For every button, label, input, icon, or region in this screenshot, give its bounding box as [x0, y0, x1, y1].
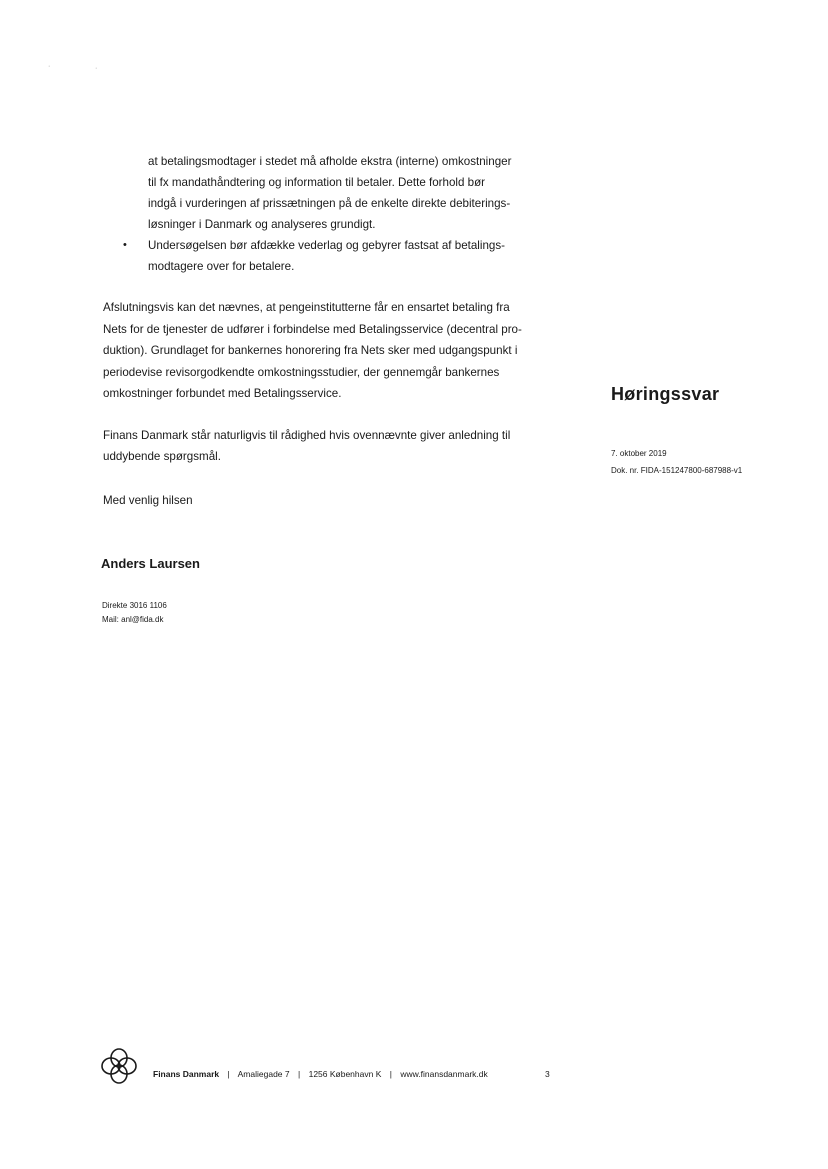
letter-body [103, 151, 573, 511]
footer-separator: | [227, 1069, 230, 1079]
text-line: omkostninger forbundet med Betalingsservice. [103, 387, 342, 400]
text-line: Undersøgelsen bør afdække vederlag og gebyrer fastsat af betalings- [148, 239, 506, 252]
footer-separator: | [389, 1069, 392, 1079]
page-footer [99, 1045, 579, 1089]
text-line: modtagere over for betalere. [148, 260, 295, 273]
footer-address-line [153, 1069, 488, 1079]
scan-speck: · [48, 63, 51, 70]
text-line: til fx mandathåndtering og information til betaler. Dette forhold bør [148, 176, 486, 189]
document-number: Dok. nr. FIDA-151247800-687988-v1 [611, 466, 743, 475]
finans-danmark-logo-icon [99, 1045, 139, 1087]
closing-salutation: Med venlig hilsen [103, 493, 193, 507]
signer-contact [102, 599, 167, 627]
scan-speck: · [95, 65, 98, 72]
footer-separator: | [298, 1069, 301, 1079]
footer-street: Amaliegade 7 [237, 1069, 290, 1079]
bullet-item [103, 235, 573, 277]
footer-city: 1256 København K [308, 1069, 382, 1079]
footer-website: www.finansdanmark.dk [400, 1069, 488, 1079]
text-line: Afslutningsvis kan det nævnes, at pengeinstitutterne får en ensartet betaling fra [103, 301, 510, 314]
continued-bullet-text [103, 151, 573, 235]
page-number: 3 [545, 1069, 550, 1079]
paragraph-availability [103, 425, 573, 468]
paragraph-closing-remarks [103, 297, 573, 405]
bullet-marker: • [123, 239, 127, 251]
text-line: uddybende spørgsmål. [103, 450, 221, 463]
document-date: 7. oktober 2019 [611, 449, 667, 458]
signer-direct-phone: Direkte 3016 1106 [102, 601, 167, 610]
text-line: indgå i vurderingen af prissætningen på de enkelte direkte debiterings- [148, 197, 511, 210]
document-meta [611, 445, 742, 479]
text-line: duktion). Grundlaget for bankernes honorering fra Nets sker med udgangspunkt i [103, 344, 518, 357]
text-line: løsninger i Danmark og analyseres grundigt. [148, 218, 376, 231]
text-line: Finans Danmark står naturligvis til rådighed hvis ovennævnte giver anledning til [103, 428, 511, 442]
signer-email: Mail: anl@fida.dk [102, 615, 164, 624]
signer-name: Anders Laursen [101, 556, 200, 571]
text-line: at betalingsmodtager i stedet må afholde ekstra (interne) omkostninger [148, 155, 512, 168]
text-line: Nets for de tjenester de udfører i forbindelse med Betalingsservice (decentral pro- [103, 322, 522, 336]
footer-brand: Finans Danmark [153, 1069, 220, 1079]
text-line: periodevise revisorgodkendte omkostningsstudier, der gennemgår bankernes [103, 365, 500, 379]
document-type-title: Høringssvar [611, 384, 720, 404]
